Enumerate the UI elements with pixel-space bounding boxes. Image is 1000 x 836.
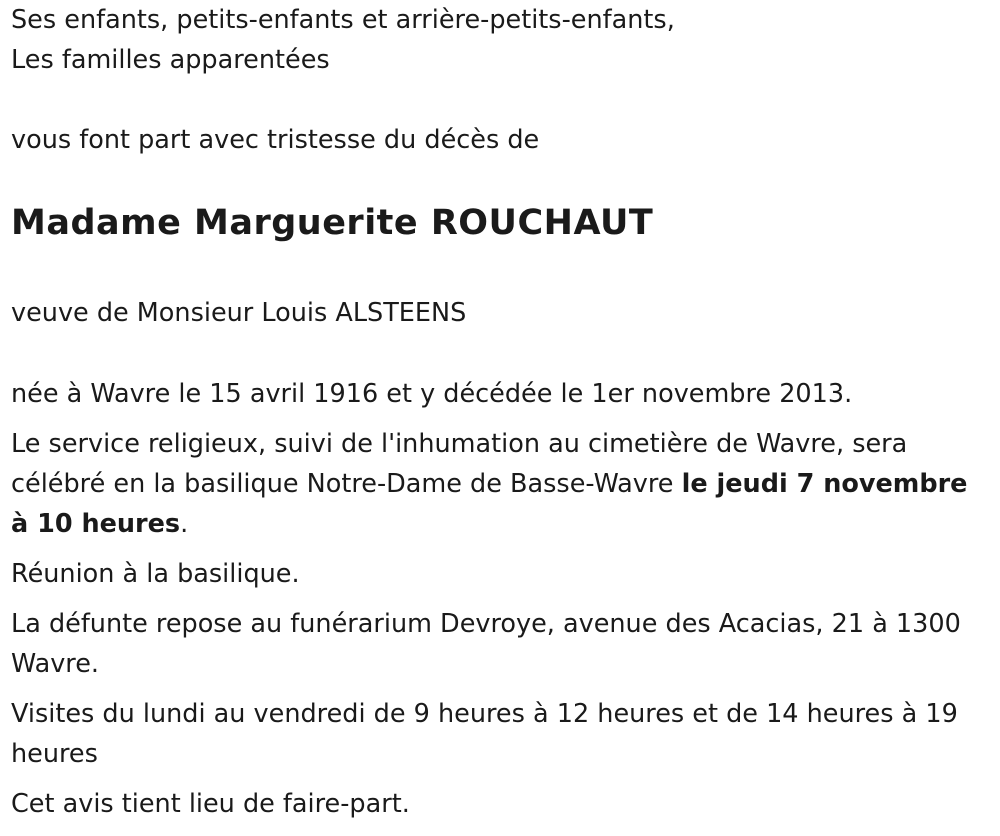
meeting-text: Réunion à la basilique. (11, 559, 300, 589)
service-end: . (180, 509, 189, 539)
service-text: Le service religieux, suivi de l'inhumation au cimetière de Wavre, sera célébré en la basilique Notre-Dame de Basse-Wavre (11, 429, 908, 499)
family-line-1: Ses enfants, petits-enfants et arrière-petits-enfants, (11, 5, 675, 35)
widow-of-text: veuve de Monsieur Louis ALSTEENS (11, 298, 467, 328)
family-line-2: Les familles apparentées (11, 45, 330, 75)
announcement-text: vous font part avec tristesse du décès de (11, 125, 540, 155)
closing-text: Cet avis tient lieu de faire-part. (11, 789, 410, 819)
birth-death-text: née à Wavre le 15 avril 1916 et y décédée le 1er novembre 2013. (11, 379, 853, 409)
deceased-name: Madame Marguerite ROUCHAUT (11, 203, 654, 243)
service-date-time: le jeudi 7 novembre à 10 heures (11, 469, 968, 539)
rests-at-text: La défunte repose au funérarium Devroye, avenue des Acacias, 21 à 1300 Wavre. (11, 609, 961, 679)
death-notice (11, 0, 986, 824)
visits-text: Visites du lundi au vendredi de 9 heures à 12 heures et de 14 heures à 19 heures (11, 699, 958, 769)
service-paragraph (11, 424, 986, 544)
